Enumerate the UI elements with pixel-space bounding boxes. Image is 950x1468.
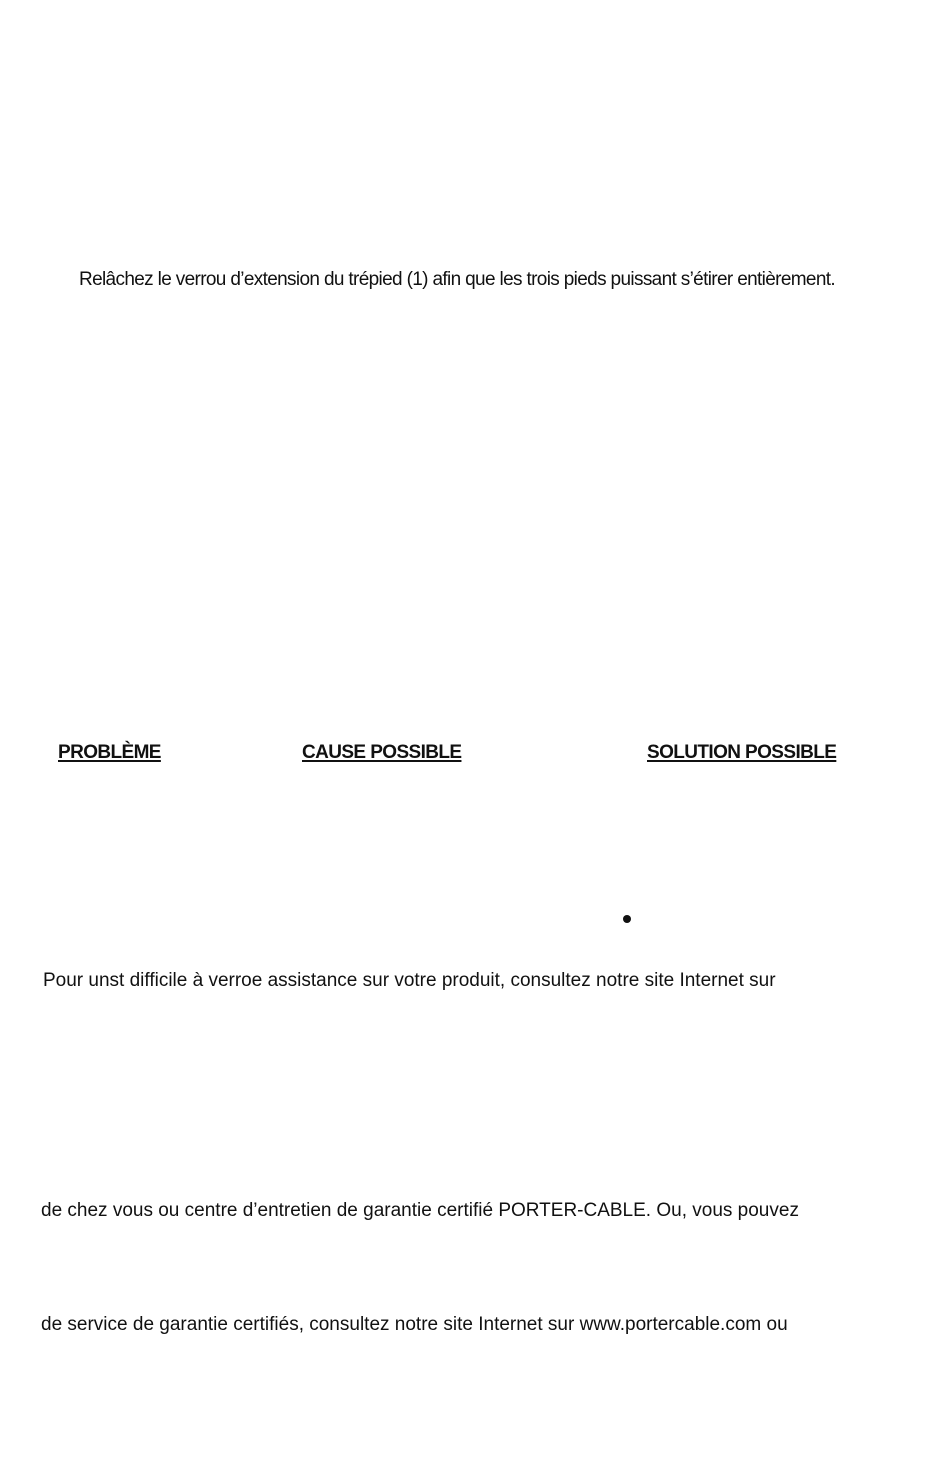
service-text-line-1: Pour unst difficile à verroe assistance sur votre produit, consultez notre site Internet sur <box>43 970 776 991</box>
header-solution-possible: SOLUTION POSSIBLE <box>647 742 837 763</box>
service-text-line-2: de chez vous ou centre d’entretien de garantie certifié PORTER-CABLE. Ou, vous pouvez <box>41 1200 799 1221</box>
service-text-line-3: de service de garantie certifiés, consultez notre site Internet sur www.portercable.com ou <box>41 1314 788 1335</box>
header-problem: PROBLÈME <box>58 742 161 763</box>
tripod-release-instruction: Relâchez le verrou d’extension du trépied (1) afin que les trois pieds puissant s’étirer entièrement. <box>79 269 836 290</box>
bullet-icon <box>623 915 631 923</box>
header-cause-possible: CAUSE POSSIBLE <box>302 742 462 763</box>
